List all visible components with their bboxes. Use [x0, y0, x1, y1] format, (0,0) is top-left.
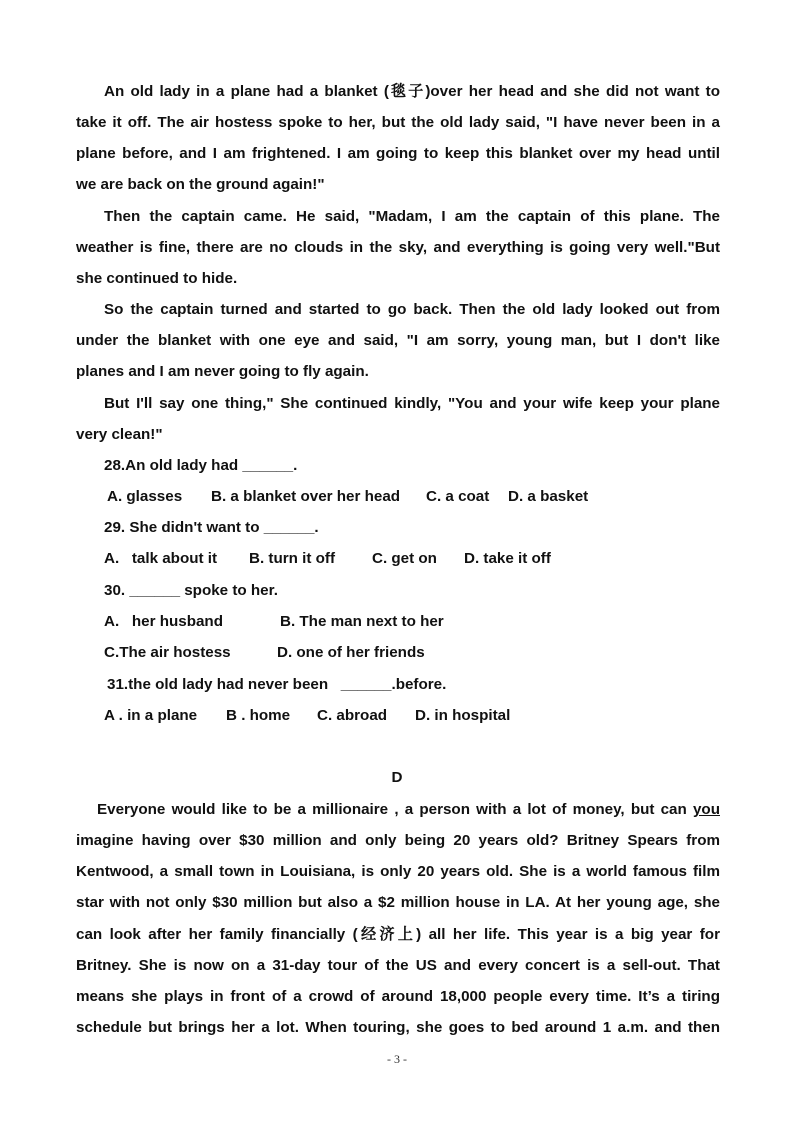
- paragraph-line: take it off. The air hostess spoke to her, but the old lady said, "I have never been in a: [76, 114, 720, 131]
- question-31-option-b: B . home: [226, 707, 291, 724]
- paragraph-line: imagine having over $30 million and only being 20 years old? Britney Spears from: [76, 832, 720, 849]
- question-29-option-c: C. get on: [372, 550, 437, 567]
- paragraph-line: An old lady in a plane had a blanket (毯子)over her head and she did not want to: [104, 83, 720, 100]
- paragraph-line: very clean!": [76, 426, 163, 443]
- question-30-option-c: C.The air hostess: [104, 644, 231, 661]
- question-28-option-b: B. a blanket over her head: [211, 488, 401, 505]
- page-number: - 3 -: [387, 1052, 407, 1066]
- paragraph-line: under the blanket with one eye and said, "I am sorry, young man, but I don't like: [76, 332, 720, 349]
- paragraph-line: Britney. She is now on a 31-day tour of the US and every concert is a sell-out. That: [76, 957, 720, 974]
- question-28-option-c: C. a coat: [426, 488, 490, 505]
- question-28-option-a: A. glasses: [107, 488, 183, 505]
- underlined-word: you: [692, 801, 720, 818]
- paragraph-line: [97, 800, 720, 820]
- paragraph-line: Then the captain came. He said, "Madam, I am the captain of this plane. The: [104, 208, 720, 225]
- paragraph-line: means she plays in front of a crowd of around 18,000 people every time. It’s a tiring: [76, 988, 720, 1005]
- question-28-option-d: D. a basket: [508, 488, 589, 505]
- paragraph-line: planes and I am never going to fly again.: [76, 363, 369, 380]
- paragraph-line: can look after her family financially (经济上) all her life. This year is a big year for: [76, 926, 720, 943]
- paragraph-line: she continued to hide.: [76, 270, 238, 287]
- paragraph-line: But I'll say one thing," She continued kindly, "You and your wife keep your plane: [104, 395, 720, 412]
- paragraph-text: Everyone would like to be a millionaire , a person with a lot of money, but can: [97, 801, 687, 818]
- paragraph-line: So the captain turned and started to go back. Then the old lady looked out from: [104, 301, 720, 318]
- paragraph-line: Kentwood, a small town in Louisiana, is only 20 years old. She is a world famous film: [76, 863, 720, 880]
- question-30-option-d: D. one of her friends: [277, 644, 425, 661]
- paragraph-line: schedule but brings her a lot. When touring, she goes to bed around 1 a.m. and then: [76, 1019, 720, 1036]
- question-31-option-d: D. in hospital: [415, 707, 511, 724]
- paragraph-line: plane before, and I am frightened. I am going to keep this blanket over my head until: [76, 145, 720, 162]
- question-30-stem: 30. ______ spoke to her.: [104, 582, 278, 599]
- question-31-option-c: C. abroad: [317, 707, 388, 724]
- paragraph-line: star with not only $30 million but also a $2 million house in LA. At her young age, she: [76, 894, 720, 911]
- question-30-option-a: A. her husband: [104, 613, 223, 630]
- question-29-stem: 29. She didn't want to ______.: [104, 519, 319, 536]
- question-29-option-a: A. talk about it: [104, 550, 218, 567]
- question-28-stem: 28.An old lady had ______.: [104, 457, 298, 474]
- question-30-option-b: B. The man next to her: [280, 613, 444, 630]
- paragraph-line: we are back on the ground again!": [76, 176, 325, 193]
- section-heading: D: [391, 769, 403, 786]
- question-29-option-d: D. take it off: [464, 550, 551, 567]
- paragraph-line: weather is fine, there are no clouds in the sky, and everything is going very well."But: [76, 239, 720, 256]
- question-31-option-a: A . in a plane: [104, 707, 198, 724]
- question-29-option-b: B. turn it off: [249, 550, 336, 567]
- question-31-stem: 31.the old lady had never been ______.before.: [107, 676, 447, 693]
